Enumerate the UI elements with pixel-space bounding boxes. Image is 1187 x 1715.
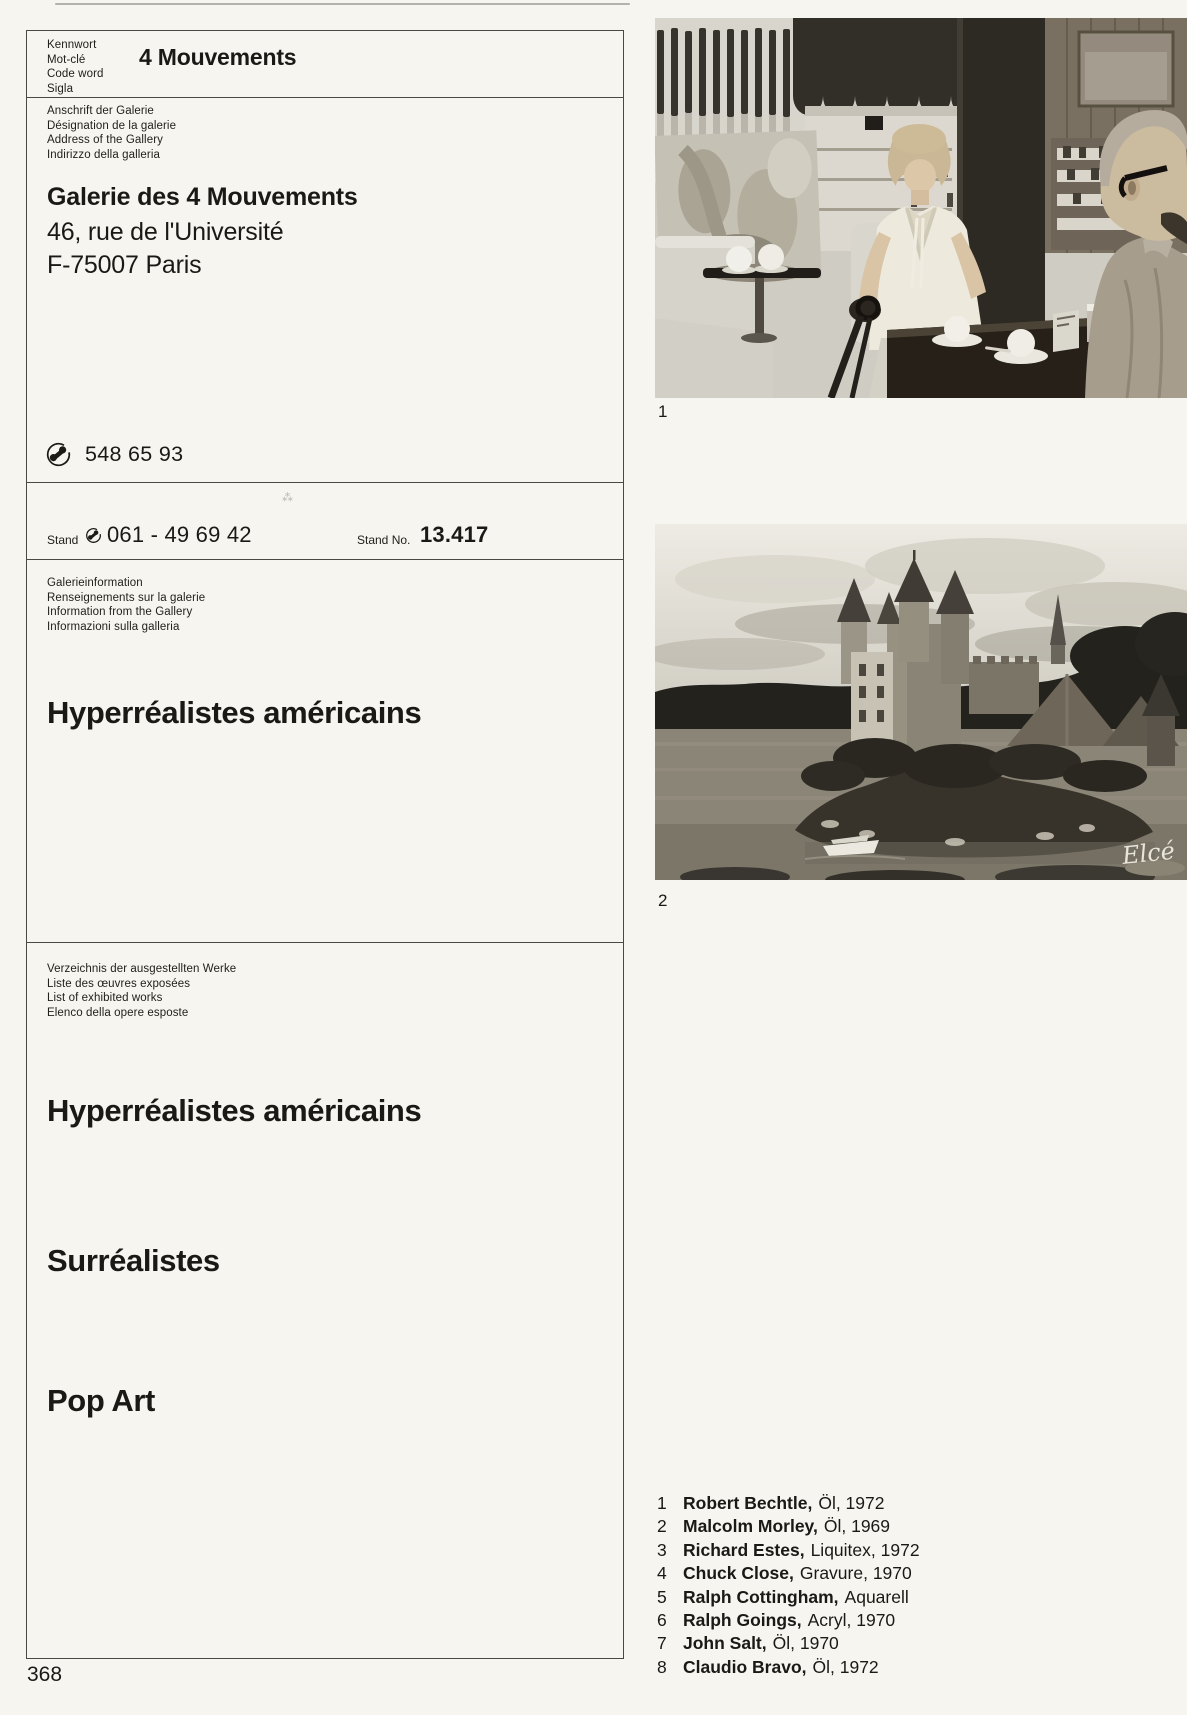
work-item: [657, 1586, 1177, 1609]
work-details: Acryl, 1970: [807, 1610, 896, 1631]
works-headline-popart: Pop Art: [47, 1383, 155, 1418]
divider-address: [26, 482, 624, 483]
work-item: [657, 1492, 1177, 1515]
work-number: 2: [657, 1516, 667, 1537]
scan-artifact-line: [55, 3, 630, 5]
work-number: 3: [657, 1539, 667, 1560]
info-headline: Hyperréalistes américains: [47, 695, 422, 730]
work-item: [657, 1632, 1177, 1655]
gallery-street: 46, rue de l'Université: [47, 218, 284, 246]
work-artist: Malcolm Morley,: [683, 1516, 818, 1537]
works-headline-hyperrealistes: Hyperréalistes américains: [47, 1093, 422, 1128]
work-item: [657, 1562, 1177, 1585]
photographer-signature: Elcé: [1120, 836, 1177, 870]
work-number: 6: [657, 1610, 667, 1631]
stand-no-value: 13.417: [420, 522, 489, 547]
work-details: Gravure, 1970: [799, 1563, 912, 1584]
work-details: Öl, 1972: [812, 1656, 879, 1677]
work-artist: Chuck Close,: [683, 1563, 794, 1584]
info-label-en: Information from the Gallery: [47, 606, 193, 619]
keyword-value: 4 Mouvements: [139, 44, 297, 70]
keyword-label-de: Kennwort: [47, 39, 97, 51]
keyword-labels: [47, 38, 104, 96]
divider-keyword: [26, 97, 624, 98]
exhibited-works-list: [657, 1492, 1177, 1679]
figure-2-photo-castle-lake: [655, 524, 1187, 880]
work-artist: Robert Bechtle,: [683, 1493, 813, 1513]
stand-label: Stand: [47, 533, 79, 547]
address-label-de: Anschrift der Galerie: [47, 105, 154, 117]
gallery-name: Galerie des 4 Mouvements: [47, 183, 358, 211]
keyword-label-fr: Mot-clé: [47, 53, 86, 66]
work-number: 1: [657, 1493, 667, 1513]
gallery-entry-box: [26, 30, 624, 1659]
works-labels: [47, 962, 236, 1020]
address-label-it: Indirizzo della galleria: [47, 148, 160, 161]
work-details: Öl, 1972: [818, 1493, 885, 1513]
work-details: Öl, 1969: [823, 1516, 891, 1537]
work-artist: John Salt,: [683, 1633, 767, 1654]
works-label-it: Elenco della opere esposte: [47, 1006, 189, 1019]
works-label-fr: Liste des œuvres exposées: [47, 977, 191, 990]
work-number: 7: [657, 1633, 667, 1654]
address-label-fr: Désignation de la galerie: [47, 119, 177, 132]
figure-1-label: 1: [658, 402, 668, 421]
work-details: Aquarell: [844, 1586, 909, 1607]
work-item: [657, 1515, 1177, 1538]
info-labels: [47, 576, 205, 634]
works-label-en: List of exhibited works: [47, 992, 163, 1005]
works-label-de: Verzeichnis der ausgestellten Werke: [47, 963, 237, 975]
keyword-label-it: Sigla: [47, 82, 74, 95]
figure-1-photo-diner-scene: [655, 18, 1187, 398]
castle-lake-illustration: [655, 524, 1187, 880]
work-artist: Ralph Goings,: [683, 1610, 802, 1631]
work-item: [657, 1656, 1177, 1679]
stand-no-label: Stand No.: [357, 533, 411, 547]
stand-phone: 061 - 49 69 42: [107, 522, 252, 547]
work-number: 8: [657, 1656, 667, 1677]
info-label-fr: Renseignements sur la galerie: [47, 591, 206, 604]
info-label-de: Galerieinformation: [47, 577, 143, 589]
divider-info: [26, 942, 624, 943]
telephone-icon: [45, 441, 72, 468]
work-artist: Ralph Cottingham,: [683, 1586, 839, 1607]
diner-scene-illustration: [655, 18, 1187, 398]
gallery-phone: 548 65 93: [85, 442, 184, 466]
work-details: Liquitex, 1972: [810, 1539, 920, 1560]
phone-row: [45, 441, 183, 468]
gallery-city: F-75007 Paris: [47, 251, 202, 279]
figure-2-label: 2: [658, 891, 668, 910]
divider-stand: [26, 559, 624, 560]
works-headline-surrealistes: Surréalistes: [47, 1243, 220, 1278]
work-artist: Claudio Bravo,: [683, 1656, 807, 1677]
work-item: [657, 1609, 1177, 1632]
page-number: 368: [27, 1663, 63, 1686]
stand-telephone-icon: [85, 527, 102, 544]
info-label-it: Informazioni sulla galleria: [47, 620, 180, 633]
work-number: 4: [657, 1563, 667, 1584]
work-artist: Richard Estes,: [683, 1539, 805, 1560]
work-item: [657, 1539, 1177, 1562]
address-label-en: Address of the Gallery: [47, 134, 163, 147]
scan-smudge: ⁂: [282, 492, 293, 504]
work-number: 5: [657, 1586, 667, 1607]
work-details: Öl, 1970: [772, 1633, 839, 1654]
address-labels: [47, 104, 176, 162]
keyword-label-en: Code word: [47, 68, 104, 81]
